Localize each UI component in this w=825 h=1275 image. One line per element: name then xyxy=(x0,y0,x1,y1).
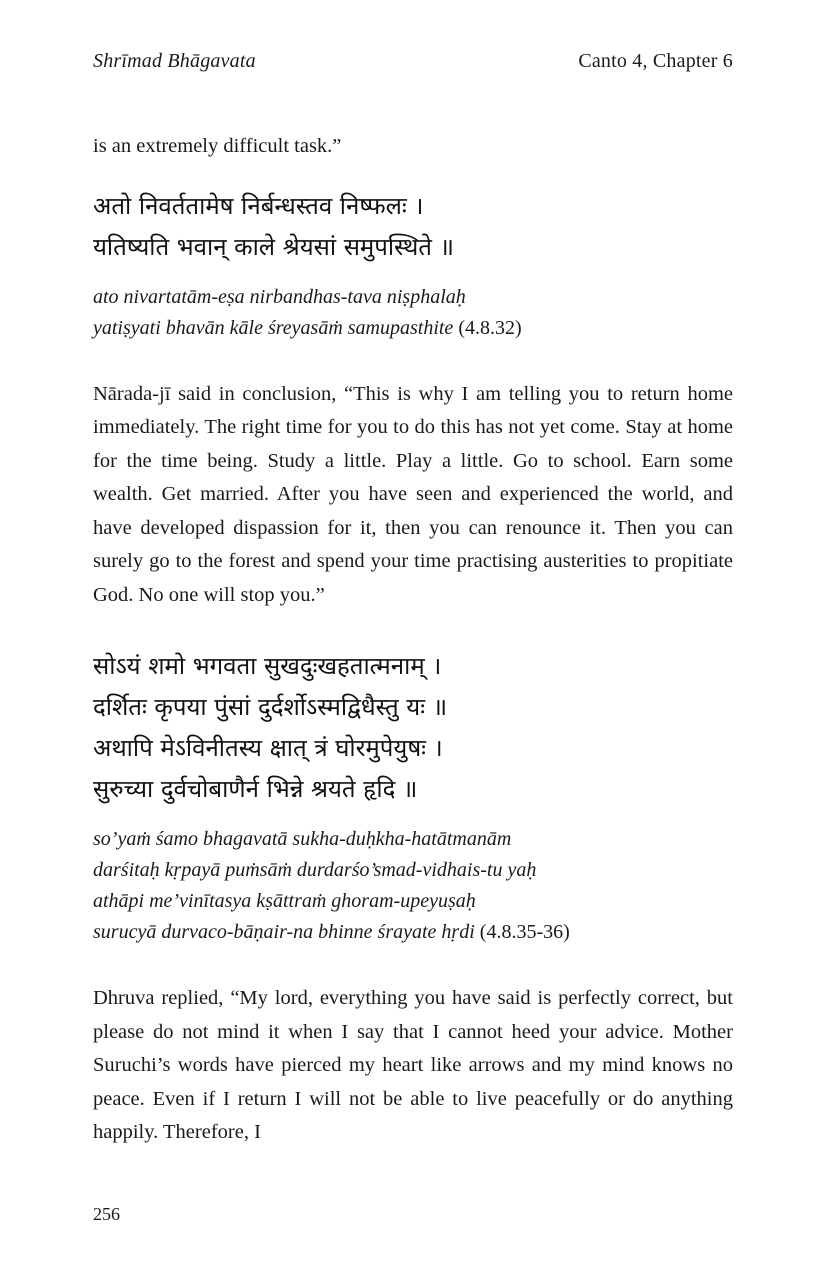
verse-1-transliteration-line-2-wrap xyxy=(93,313,733,344)
verse-2-transliteration-line-4: surucyā durvaco-bāṇair-na bhinne śrayate hṛdi xyxy=(93,921,475,943)
text-column xyxy=(93,130,733,1150)
spacer xyxy=(93,612,733,646)
verse-1-devanagari-line-1: अतो निवर्ततामेष निर्बन्धस्तव निष्फलः । xyxy=(93,191,424,220)
running-head-canto-chapter: Canto 4, Chapter 6 xyxy=(578,50,733,72)
verse-1-devanagari xyxy=(93,186,733,268)
verse-2-devanagari-line-4: सुरुच्या दुर्वचोबाणैर्न भिन्ने श्रयते हृदि ॥ xyxy=(93,775,418,803)
page-number: 256 xyxy=(93,1204,120,1224)
verse-1-devanagari-line-2: यतिष्यति भवान् काले श्रेयसां समुपस्थिते ॥ xyxy=(93,232,454,261)
paragraph-narada: Nārada-jī said in conclusion, “This is why I am telling you to return home immediately. The right time for you to do this has not yet come. Stay at home for the time being. Study a little. Play a little. Go to school. Earn some wealth. Get married. After you have seen and experienced the world, and have developed dispassion for it, then you can renounce it. Then you can surely go to the forest and spend your time practising austerities to propitiate God. No one will stop you.” xyxy=(93,382,733,606)
verse-2-devanagari-line-2: दर्शितः कृपया पुंसां दुर्दर्शोऽस्मद्विधैस्तु यः ॥ xyxy=(93,693,448,721)
verse-2-devanagari-line-3: अथापि मेऽविनीतस्य क्षात् त्रं घोरमुपेयुषः । xyxy=(93,734,443,762)
spacer xyxy=(93,268,733,282)
verse-2-transliteration-line-1: so’yaṁ śamo bhagavatā sukha-duḥkha-hatātmanām xyxy=(93,828,512,850)
verse-2-transliteration-line-3: athāpi me’vinītasya kṣāttraṁ ghoram-upeyuṣaḥ xyxy=(93,890,476,912)
running-head-book-title: Shrīmad Bhāgavata xyxy=(93,50,256,72)
spacer xyxy=(93,948,733,982)
verse-2-transliteration xyxy=(93,824,733,948)
verse-1-transliteration xyxy=(93,282,733,344)
spacer xyxy=(93,344,733,378)
verse-2-devanagari xyxy=(93,646,733,810)
verse-2-devanagari-line-1: सोऽयं शमो भगवता सुखदुःखहतात्मनाम् । xyxy=(93,652,442,680)
verse-2-reference: (4.8.35-36) xyxy=(474,921,570,943)
verse-2-transliteration-line-2: darśitaḥ kṛpayā puṁsāṁ durdarśo’smad-vidhais-tu yaḥ xyxy=(93,859,537,881)
spacer xyxy=(93,810,733,824)
verse-2-transliteration-line-4-wrap xyxy=(93,917,733,948)
verse-1-transliteration-line-2: yatiṣyati bhavān kāle śreyasāṁ samupasthite xyxy=(93,316,454,339)
verse-1-reference: (4.8.32) xyxy=(453,316,522,339)
running-head xyxy=(93,49,733,73)
continuation-line: is an extremely difficult task.” xyxy=(93,135,342,157)
spacer xyxy=(93,164,733,186)
verse-1-transliteration-line-1: ato nivartatām-eṣa nirbandhas-tava niṣphalaḥ xyxy=(93,285,466,308)
paragraph-dhruva: Dhruva replied, “My lord, everything you have said is perfectly correct, but please do not mind it when I say that I cannot heed your advice. Mother Suruchi’s words have pierced my heart like arrows and my mind knows no peace. Even if I return I will not be able to live peacefully or do anything happily. Therefore, I xyxy=(93,987,733,1143)
